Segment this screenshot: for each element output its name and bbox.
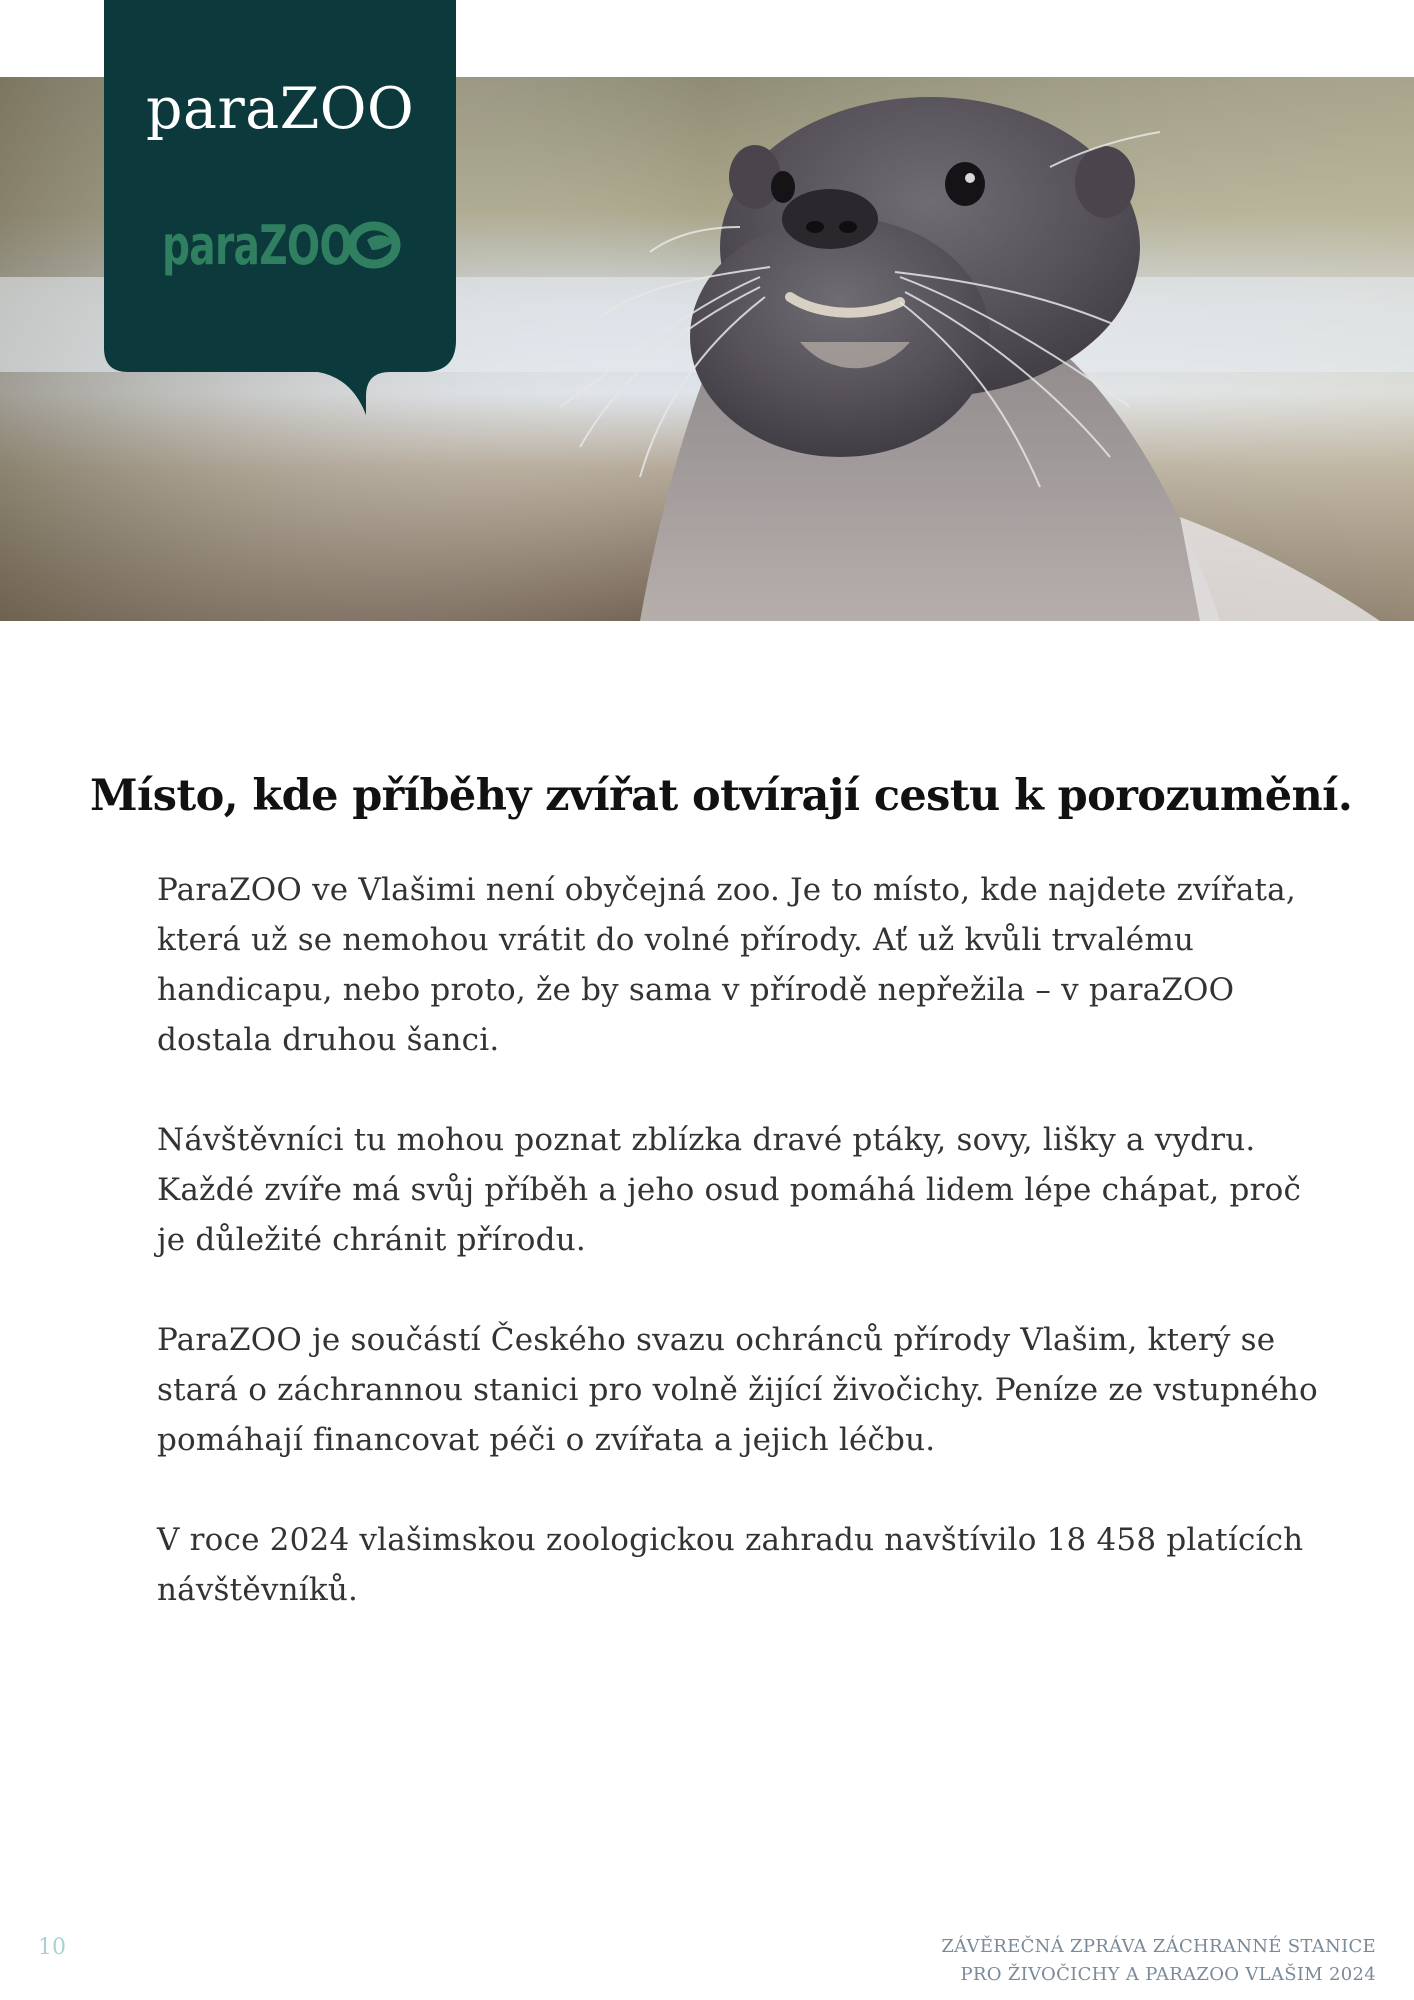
page-number: 10 [38, 1935, 66, 1960]
parazoo-logo [162, 210, 402, 280]
tab-background [104, 0, 456, 415]
article-body [157, 865, 1327, 1665]
report-title-line1: ZÁVĚREČNÁ ZPRÁVA ZÁCHRANNÉ STANICE [941, 1936, 1376, 1957]
paragraph-csop: ParaZOO je součástí Českého svazu ochránců přírody Vlašim, který se stará o záchrannou stanici pro volně žijící živočichy. Peníze ze vstupného pomáhají financovat péči o zvířata a jejich léčbu. [157, 1322, 1318, 1458]
article-heading: Místo, kde příběhy zvířat otvírají cestu k porozumění. [90, 771, 1353, 821]
paragraph-intro: ParaZOO ve Vlašimi není obyčejná zoo. Je to místo, kde najdete zvířata, která už se nemohou vrátit do volné přírody. Ať už kvůli trvalému handicapu, nebo proto, že by sama v přírodě nepřežila – v paraZOO dostala druhou šanci. [157, 872, 1296, 1058]
paragraph-attendance: V roce 2024 vlašimskou zoologickou zahradu navštívilo 18 458 platících návštěvníků. [157, 1522, 1304, 1608]
tab-title: paraZOO [146, 76, 415, 142]
report-title [776, 1933, 1376, 1989]
logo-wordmark: paraZOO [162, 214, 352, 277]
report-title-line2: PRO ŽIVOČICHY A PARAZOO VLAŠIM 2024 [960, 1964, 1376, 1985]
paragraph-visitors: Návštěvníci tu mohou poznat zblízka dravé ptáky, sovy, lišky a vydru. Každé zvíře má svůj příběh a jeho osud pomáhá lidem lépe chápat, proč je důležité chránit přírodu. [157, 1122, 1302, 1258]
